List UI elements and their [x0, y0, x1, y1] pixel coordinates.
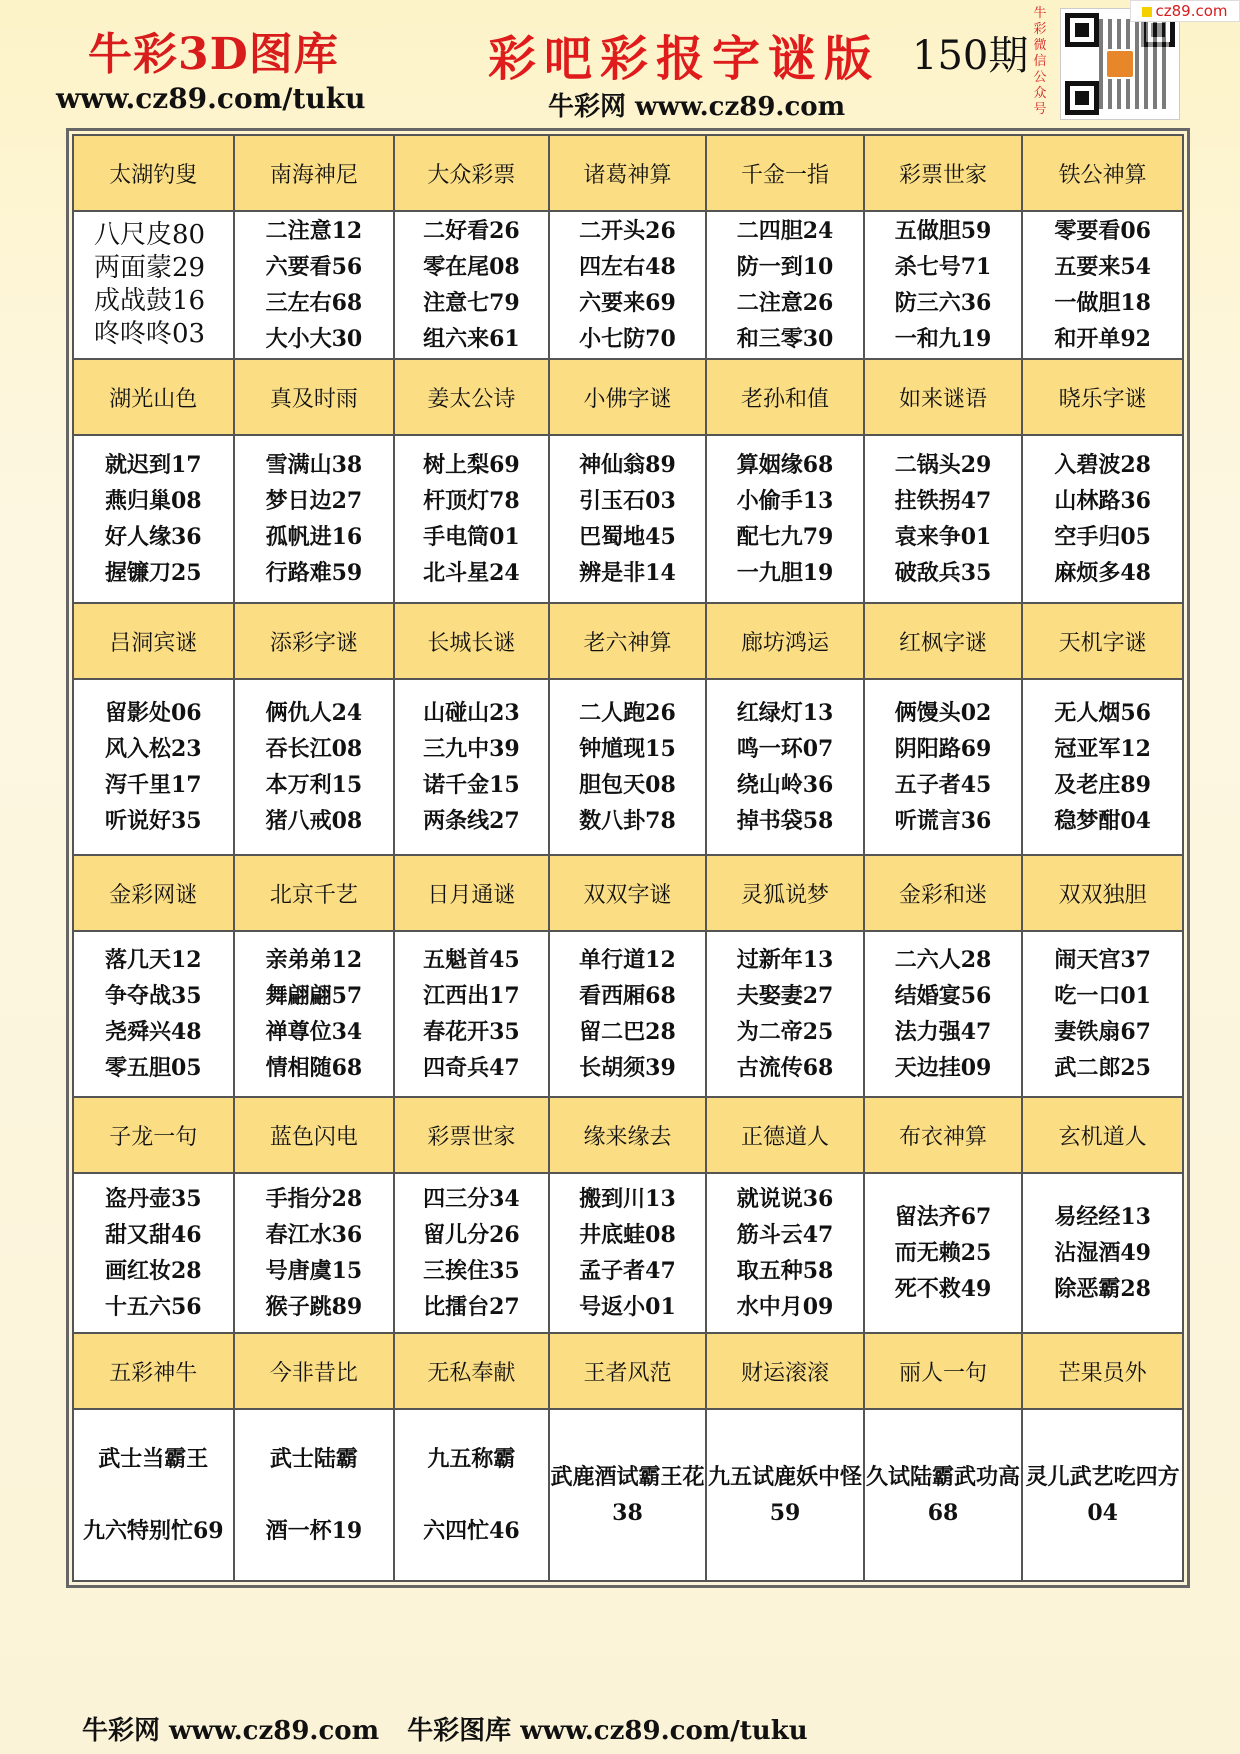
prediction-line: 钟馗现15 — [579, 736, 676, 762]
prediction-line: 妻铁扇67 — [1054, 1019, 1151, 1045]
prediction-line: 八尺皮80 — [94, 220, 206, 250]
section-header: 芒果员外 — [1022, 1333, 1183, 1409]
section-header: 玄机道人 — [1022, 1097, 1183, 1173]
prediction-line: 诺千金15 — [423, 772, 520, 798]
footer-gallery[interactable]: 牛彩图库 www.cz89.com/tuku — [407, 1716, 808, 1746]
prediction-line: 古流传68 — [736, 1055, 834, 1081]
prediction-cell — [73, 931, 234, 1097]
prediction-cell — [706, 1173, 864, 1333]
prediction-line: 胆包天08 — [579, 772, 676, 798]
prediction-line: 红绿灯13 — [736, 700, 834, 726]
prediction-line: 山碰山23 — [423, 700, 520, 726]
footer-site[interactable]: 牛彩网 www.cz89.com — [82, 1716, 380, 1746]
content-row — [73, 1409, 1183, 1581]
footer — [82, 1710, 836, 1747]
prediction-line: 水中月09 — [736, 1294, 834, 1320]
prediction-line: 一和九19 — [894, 326, 992, 352]
prediction-line: 麻烦多48 — [1054, 560, 1151, 586]
section-header: 日月通谜 — [394, 855, 549, 931]
section-header: 双双独胆 — [1022, 855, 1183, 931]
prediction-line: 酒一杯19 — [265, 1518, 363, 1544]
prediction-line: 十五六56 — [104, 1294, 202, 1320]
prediction-line: 天边挂09 — [894, 1055, 992, 1081]
section-header: 吕洞宾谜 — [73, 603, 234, 679]
prediction-line: 行路难59 — [265, 560, 363, 586]
section-header: 如来谜语 — [864, 359, 1023, 435]
prediction-line: 六四忙46 — [423, 1518, 520, 1544]
prediction-line: 灵儿武艺吃四方04 — [1025, 1464, 1180, 1526]
prediction-line: 两面蒙29 — [94, 253, 206, 283]
prediction-cell — [234, 1409, 395, 1581]
prediction-line: 法力强47 — [894, 1019, 992, 1045]
prediction-line: 阴阳路69 — [894, 736, 992, 762]
prediction-cell — [864, 1409, 1023, 1581]
prediction-line: 看西厢68 — [579, 983, 676, 1009]
brand-url[interactable]: www.cz89.com/tuku — [56, 82, 366, 115]
prediction-line: 九五称霸 — [427, 1446, 516, 1472]
spacer — [235, 1477, 394, 1513]
prediction-line: 结婚宴56 — [894, 983, 992, 1009]
prediction-line: 留影处06 — [104, 700, 202, 726]
prediction-line: 留儿分26 — [423, 1222, 520, 1248]
prediction-line: 画红妆28 — [104, 1258, 202, 1284]
wechat-note: 牛彩微信公众号 — [1033, 6, 1047, 117]
prediction-line: 一做胆18 — [1054, 290, 1151, 316]
prediction-cell — [549, 435, 707, 603]
prediction-line: 易经经13 — [1054, 1204, 1151, 1230]
prediction-line: 春花开35 — [423, 1019, 520, 1045]
prediction-line: 取五种58 — [736, 1258, 834, 1284]
prediction-cell — [864, 679, 1023, 855]
prediction-line: 孤帆进16 — [265, 524, 363, 550]
prediction-line: 争夺战35 — [104, 983, 202, 1009]
prediction-line: 本万利15 — [265, 772, 363, 798]
prediction-line: 落几天12 — [104, 947, 202, 973]
prediction-line: 江西出17 — [423, 983, 520, 1009]
qr-finder-icon — [1065, 81, 1099, 115]
prediction-line: 除恶霸28 — [1054, 1276, 1151, 1302]
prediction-cell — [549, 931, 707, 1097]
prediction-line: 巴蜀地45 — [579, 524, 676, 550]
prediction-line: 禅尊位34 — [265, 1019, 363, 1045]
section-header: 财运滚滚 — [706, 1333, 864, 1409]
prediction-cell — [864, 435, 1023, 603]
prediction-line: 空手归05 — [1054, 524, 1151, 550]
prediction-line: 就说说36 — [736, 1186, 834, 1212]
content-row — [73, 679, 1183, 855]
prediction-cell — [394, 1409, 549, 1581]
prediction-line: 听谎言36 — [894, 808, 992, 834]
prediction-line: 燕归巢08 — [104, 488, 202, 514]
header-row — [73, 603, 1183, 679]
section-header: 大众彩票 — [394, 135, 549, 211]
prediction-line: 武士陆霸 — [269, 1446, 358, 1472]
prediction-line: 吞长江08 — [265, 736, 363, 762]
bull-logo-icon — [1105, 49, 1135, 79]
prediction-line: 咚咚咚03 — [94, 319, 206, 349]
prediction-cell — [394, 211, 549, 359]
prediction-line: 号返小01 — [579, 1294, 676, 1320]
prediction-line: 树上梨69 — [423, 452, 520, 478]
prediction-line: 六要来69 — [579, 290, 676, 316]
spacer — [74, 1477, 233, 1513]
prediction-line: 二锅头29 — [894, 452, 992, 478]
prediction-line: 俩馒头02 — [894, 700, 992, 726]
content-row — [73, 435, 1183, 603]
section-header: 彩票世家 — [864, 135, 1023, 211]
prediction-cell — [1022, 211, 1183, 359]
prediction-cell — [706, 679, 864, 855]
prediction-cell — [706, 211, 864, 359]
prediction-line: 二好看26 — [423, 218, 520, 244]
prediction-line: 算姻缘68 — [736, 452, 834, 478]
prediction-line: 辨是非14 — [579, 560, 676, 586]
prediction-line: 大小大30 — [265, 326, 363, 352]
prediction-cell — [73, 679, 234, 855]
prediction-line: 武士当霸王 — [98, 1446, 209, 1472]
section-header: 金彩网谜 — [73, 855, 234, 931]
section-header: 千金一指 — [706, 135, 864, 211]
prediction-line: 比擂台27 — [423, 1294, 520, 1320]
prediction-line: 雪满山38 — [265, 452, 363, 478]
section-header: 湖光山色 — [73, 359, 234, 435]
prediction-line: 及老庄89 — [1054, 772, 1151, 798]
prediction-line: 猴子跳89 — [265, 1294, 363, 1320]
prediction-cell — [394, 1173, 549, 1333]
prediction-line: 四奇兵47 — [423, 1055, 520, 1081]
prediction-line: 筋斗云47 — [736, 1222, 834, 1248]
section-header: 今非昔比 — [234, 1333, 395, 1409]
prediction-line: 风入松23 — [104, 736, 202, 762]
prediction-line: 五要来54 — [1054, 254, 1151, 280]
prediction-line: 五魁首45 — [423, 947, 520, 973]
prediction-line: 尧舜兴48 — [104, 1019, 202, 1045]
header-row — [73, 135, 1183, 211]
section-header: 姜太公诗 — [394, 359, 549, 435]
prediction-line: 五做胆59 — [894, 218, 992, 244]
section-header: 晓乐字谜 — [1022, 359, 1183, 435]
riddle-table — [72, 134, 1184, 1582]
prediction-line: 亲弟弟12 — [265, 947, 363, 973]
prediction-line: 数八卦78 — [579, 808, 676, 834]
section-header: 铁公神算 — [1022, 135, 1183, 211]
qr-code — [1060, 8, 1180, 120]
prediction-line: 井底蛙08 — [579, 1222, 676, 1248]
prediction-cell — [1022, 1409, 1183, 1581]
section-header: 真及时雨 — [234, 359, 395, 435]
prediction-line: 冠亚军12 — [1054, 736, 1151, 762]
prediction-line: 杀七号71 — [894, 254, 992, 280]
prediction-line: 夫娶妻27 — [736, 983, 834, 1009]
section-header: 小佛字谜 — [549, 359, 707, 435]
prediction-line: 小七防70 — [579, 326, 676, 352]
prediction-line: 杆顶灯78 — [423, 488, 520, 514]
section-header: 丽人一句 — [864, 1333, 1023, 1409]
prediction-line: 春江水36 — [265, 1222, 363, 1248]
prediction-line: 武鹿酒试霸王花38 — [550, 1464, 705, 1526]
prediction-line: 二人跑26 — [579, 700, 676, 726]
site-url[interactable]: 牛彩网 www.cz89.com — [548, 92, 846, 122]
prediction-line: 听说好35 — [104, 808, 202, 834]
section-header: 子龙一句 — [73, 1097, 234, 1173]
prediction-line: 留二巴28 — [579, 1019, 676, 1045]
prediction-cell — [73, 435, 234, 603]
prediction-line: 沾湿酒49 — [1054, 1240, 1151, 1266]
square-icon — [1142, 7, 1152, 17]
prediction-cell — [73, 1173, 234, 1333]
prediction-line: 闹天宫37 — [1054, 947, 1151, 973]
prediction-line: 一九胆19 — [736, 560, 834, 586]
prediction-line: 梦日边27 — [265, 488, 363, 514]
spacer — [395, 1477, 548, 1513]
prediction-cell — [73, 1409, 234, 1581]
prediction-cell — [234, 679, 395, 855]
section-header: 无私奉献 — [394, 1333, 549, 1409]
prediction-cell — [234, 1173, 395, 1333]
prediction-line: 北斗星24 — [423, 560, 520, 586]
prediction-line: 破敌兵35 — [894, 560, 992, 586]
prediction-line: 六要看56 — [265, 254, 363, 280]
prediction-cell — [706, 1409, 864, 1581]
prediction-line: 掉书袋58 — [736, 808, 834, 834]
prediction-line: 山林路36 — [1054, 488, 1151, 514]
section-header: 灵狐说梦 — [706, 855, 864, 931]
prediction-line: 二注意12 — [265, 218, 363, 244]
prediction-cell — [234, 931, 395, 1097]
corner-watermark — [1130, 0, 1240, 22]
prediction-line: 搬到川13 — [579, 1186, 676, 1212]
prediction-cell — [1022, 1173, 1183, 1333]
prediction-line: 而无赖25 — [894, 1240, 992, 1266]
section-header: 蓝色闪电 — [234, 1097, 395, 1173]
prediction-line: 入碧波28 — [1054, 452, 1151, 478]
prediction-line: 和开单92 — [1054, 326, 1151, 352]
prediction-cell — [706, 931, 864, 1097]
prediction-line: 二注意26 — [736, 290, 834, 316]
section-header: 金彩和迷 — [864, 855, 1023, 931]
section-header: 长城长谜 — [394, 603, 549, 679]
prediction-line: 防三六36 — [894, 290, 992, 316]
section-header: 太湖钓叟 — [73, 135, 234, 211]
prediction-line: 好人缘36 — [104, 524, 202, 550]
prediction-line: 长胡须39 — [579, 1055, 676, 1081]
prediction-line: 孟子者47 — [579, 1258, 676, 1284]
prediction-cell — [394, 679, 549, 855]
prediction-line: 泻千里17 — [104, 772, 202, 798]
prediction-cell — [394, 435, 549, 603]
brand-title: 牛彩3D图库 — [88, 29, 339, 80]
section-header: 南海神尼 — [234, 135, 395, 211]
page-title: 彩吧彩报字谜版 — [488, 31, 881, 87]
header-row — [73, 359, 1183, 435]
prediction-line: 零五胆05 — [104, 1055, 202, 1081]
section-header: 正德道人 — [706, 1097, 864, 1173]
prediction-line: 单行道12 — [579, 947, 676, 973]
prediction-line: 武二郎25 — [1054, 1055, 1151, 1081]
prediction-line: 零要看06 — [1054, 218, 1151, 244]
prediction-line: 就迟到17 — [104, 452, 202, 478]
prediction-line: 九六特别忙69 — [82, 1518, 224, 1544]
prediction-line: 猪八戒08 — [265, 808, 363, 834]
prediction-cell — [394, 931, 549, 1097]
prediction-line: 两条线27 — [423, 808, 520, 834]
prediction-line: 二开头26 — [579, 218, 676, 244]
header-row — [73, 855, 1183, 931]
content-row — [73, 1173, 1183, 1333]
prediction-line: 配七九79 — [736, 524, 834, 550]
prediction-line: 小偷手13 — [736, 488, 834, 514]
prediction-cell — [1022, 931, 1183, 1097]
section-header: 布衣神算 — [864, 1097, 1023, 1173]
content-row — [73, 931, 1183, 1097]
prediction-line: 零在尾08 — [423, 254, 520, 280]
prediction-line: 甜又甜46 — [104, 1222, 202, 1248]
prediction-line: 引玉石03 — [579, 488, 676, 514]
prediction-line: 组六来61 — [423, 326, 520, 352]
section-header: 王者风范 — [549, 1333, 707, 1409]
prediction-cell — [864, 211, 1023, 359]
prediction-cell — [1022, 679, 1183, 855]
section-header: 添彩字谜 — [234, 603, 395, 679]
prediction-line: 三左右68 — [265, 290, 363, 316]
prediction-cell — [234, 211, 395, 359]
prediction-line: 成战鼓16 — [94, 286, 206, 316]
header-row — [73, 1333, 1183, 1409]
section-header: 天机字谜 — [1022, 603, 1183, 679]
prediction-line: 防一到10 — [736, 254, 834, 280]
prediction-line: 三九中39 — [423, 736, 520, 762]
prediction-line: 二四胆24 — [736, 218, 834, 244]
prediction-line: 死不救49 — [894, 1276, 992, 1302]
prediction-line: 无人烟56 — [1054, 700, 1151, 726]
prediction-cell — [549, 1173, 707, 1333]
prediction-cell — [864, 931, 1023, 1097]
section-header: 诸葛神算 — [549, 135, 707, 211]
prediction-line: 五子者45 — [894, 772, 992, 798]
prediction-line: 盗丹壶35 — [104, 1186, 202, 1212]
content-row — [73, 211, 1183, 359]
corner-url-text: cz89.com — [1155, 2, 1228, 20]
section-header: 老孙和值 — [706, 359, 864, 435]
prediction-line: 久试陆霸武功高68 — [866, 1464, 1021, 1526]
section-header: 缘来缘去 — [549, 1097, 707, 1173]
prediction-line: 为二帝25 — [736, 1019, 834, 1045]
prediction-line: 和三零30 — [736, 326, 834, 352]
section-header: 彩票世家 — [394, 1097, 549, 1173]
prediction-line: 神仙翁89 — [579, 452, 676, 478]
prediction-line: 鸣一环07 — [736, 736, 834, 762]
prediction-line: 留法齐67 — [894, 1204, 992, 1230]
section-header: 五彩神牛 — [73, 1333, 234, 1409]
prediction-cell — [706, 435, 864, 603]
prediction-line: 四左右48 — [579, 254, 676, 280]
prediction-line: 吃一口01 — [1054, 983, 1151, 1009]
prediction-line: 三挨住35 — [423, 1258, 520, 1284]
prediction-cell — [549, 211, 707, 359]
prediction-line: 二六人28 — [894, 947, 992, 973]
prediction-line: 情相随68 — [265, 1055, 363, 1081]
prediction-line: 号唐虞15 — [265, 1258, 363, 1284]
section-header: 北京千艺 — [234, 855, 395, 931]
prediction-line: 舞翩翩57 — [265, 983, 363, 1009]
prediction-line: 手指分28 — [265, 1186, 363, 1212]
prediction-cell — [73, 211, 234, 359]
prediction-cell — [549, 1409, 707, 1581]
prediction-line: 过新年13 — [736, 947, 834, 973]
issue-number: 150期 — [912, 33, 1029, 79]
header-row — [73, 1097, 1183, 1173]
qr-finder-icon — [1065, 13, 1099, 47]
prediction-line: 俩仇人24 — [265, 700, 363, 726]
prediction-line: 拄铁拐47 — [894, 488, 992, 514]
prediction-cell — [1022, 435, 1183, 603]
prediction-line: 绕山岭36 — [736, 772, 834, 798]
prediction-cell — [234, 435, 395, 603]
prediction-cell — [549, 679, 707, 855]
prediction-line: 注意七79 — [423, 290, 520, 316]
section-header: 红枫字谜 — [864, 603, 1023, 679]
prediction-line: 手电筒01 — [423, 524, 520, 550]
prediction-line: 九五试鹿妖中怪59 — [708, 1464, 863, 1526]
section-header: 廊坊鸿运 — [706, 603, 864, 679]
prediction-cell — [864, 1173, 1023, 1333]
prediction-line: 握镰刀25 — [104, 560, 202, 586]
prediction-line: 四三分34 — [423, 1186, 520, 1212]
prediction-line: 袁来争01 — [894, 524, 992, 550]
section-header: 老六神算 — [549, 603, 707, 679]
prediction-line: 稳梦酣04 — [1054, 808, 1151, 834]
section-header: 双双字谜 — [549, 855, 707, 931]
